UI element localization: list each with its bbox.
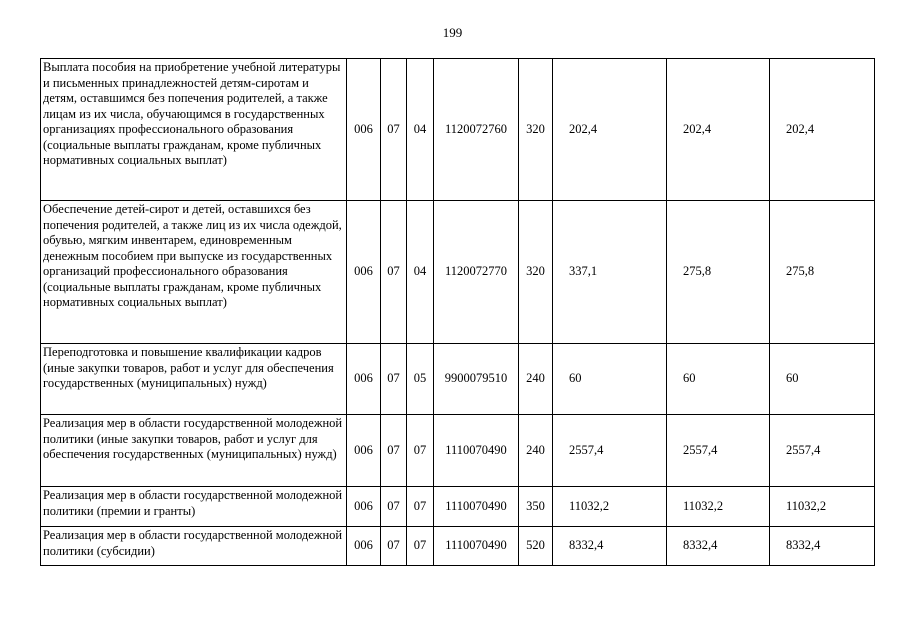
amount-year-1: 202,4 [553, 59, 667, 201]
section-code: 07 [381, 344, 407, 415]
expense-type-code: 320 [519, 201, 553, 344]
amount-year-2: 11032,2 [667, 487, 770, 527]
ministry-code: 006 [347, 59, 381, 201]
target-article-code: 1110070490 [434, 415, 519, 487]
expense-type-code: 240 [519, 415, 553, 487]
table-row [41, 201, 875, 344]
amount-year-2: 275,8 [667, 201, 770, 344]
section-code: 07 [381, 59, 407, 201]
expense-type-code: 320 [519, 59, 553, 201]
amount-year-3: 275,8 [770, 201, 875, 344]
subsection-code: 04 [407, 201, 434, 344]
table-row [41, 415, 875, 487]
amount-year-2: 8332,4 [667, 527, 770, 566]
ministry-code: 006 [347, 344, 381, 415]
amount-year-3: 8332,4 [770, 527, 875, 566]
subsection-code: 07 [407, 527, 434, 566]
amount-year-3: 11032,2 [770, 487, 875, 527]
row-description: Выплата пособия на приобретение учебной литературы и письменных принадлежностей детям-сиротам и детям, оставшимся без попечения родителей, а также лицам из их числа, обучающимся в государственных организациях профессионального образования (социальные выплаты гражданам, кроме публичных нормативных социальных выплат) [41, 59, 347, 201]
amount-year-3: 202,4 [770, 59, 875, 201]
row-description: Реализация мер в области государственной молодежной политики (иные закупки товаров, работ и услуг для обеспечения государственных (муниципальных) нужд) [41, 415, 347, 487]
ministry-code: 006 [347, 527, 381, 566]
subsection-code: 05 [407, 344, 434, 415]
table-row [41, 344, 875, 415]
table-row [41, 527, 875, 566]
amount-year-2: 2557,4 [667, 415, 770, 487]
amount-year-1: 337,1 [553, 201, 667, 344]
section-code: 07 [381, 527, 407, 566]
amount-year-2: 202,4 [667, 59, 770, 201]
subsection-code: 07 [407, 415, 434, 487]
target-article-code: 1110070490 [434, 487, 519, 527]
row-description: Обеспечение детей-сирот и детей, оставшихся без попечения родителей, а также лиц из их числа одеждой, обувью, мягким инвентарем, единовременным денежным пособием при выпуске из государственных организаций профессионального образования (социальные выплаты гражданам, кроме публичных нормативных социальных выплат) [41, 201, 347, 344]
target-article-code: 9900079510 [434, 344, 519, 415]
budget-table [40, 58, 875, 566]
amount-year-1: 8332,4 [553, 527, 667, 566]
expense-type-code: 520 [519, 527, 553, 566]
amount-year-2: 60 [667, 344, 770, 415]
table-row [41, 59, 875, 201]
row-description: Реализация мер в области государственной молодежной политики (субсидии) [41, 527, 347, 566]
ministry-code: 006 [347, 415, 381, 487]
expense-type-code: 240 [519, 344, 553, 415]
ministry-code: 006 [347, 201, 381, 344]
subsection-code: 04 [407, 59, 434, 201]
target-article-code: 1120072760 [434, 59, 519, 201]
subsection-code: 07 [407, 487, 434, 527]
ministry-code: 006 [347, 487, 381, 527]
target-article-code: 1120072770 [434, 201, 519, 344]
amount-year-3: 2557,4 [770, 415, 875, 487]
amount-year-1: 2557,4 [553, 415, 667, 487]
expense-type-code: 350 [519, 487, 553, 527]
section-code: 07 [381, 415, 407, 487]
amount-year-3: 60 [770, 344, 875, 415]
section-code: 07 [381, 201, 407, 344]
row-description: Реализация мер в области государственной молодежной политики (премии и гранты) [41, 487, 347, 527]
target-article-code: 1110070490 [434, 527, 519, 566]
table-row [41, 487, 875, 527]
amount-year-1: 11032,2 [553, 487, 667, 527]
page-number: 199 [442, 25, 463, 40]
row-description: Переподготовка и повышение квалификации кадров (иные закупки товаров, работ и услуг для обеспечения государственных (муниципальных) нужд) [41, 344, 347, 415]
section-code: 07 [381, 487, 407, 527]
amount-year-1: 60 [553, 344, 667, 415]
